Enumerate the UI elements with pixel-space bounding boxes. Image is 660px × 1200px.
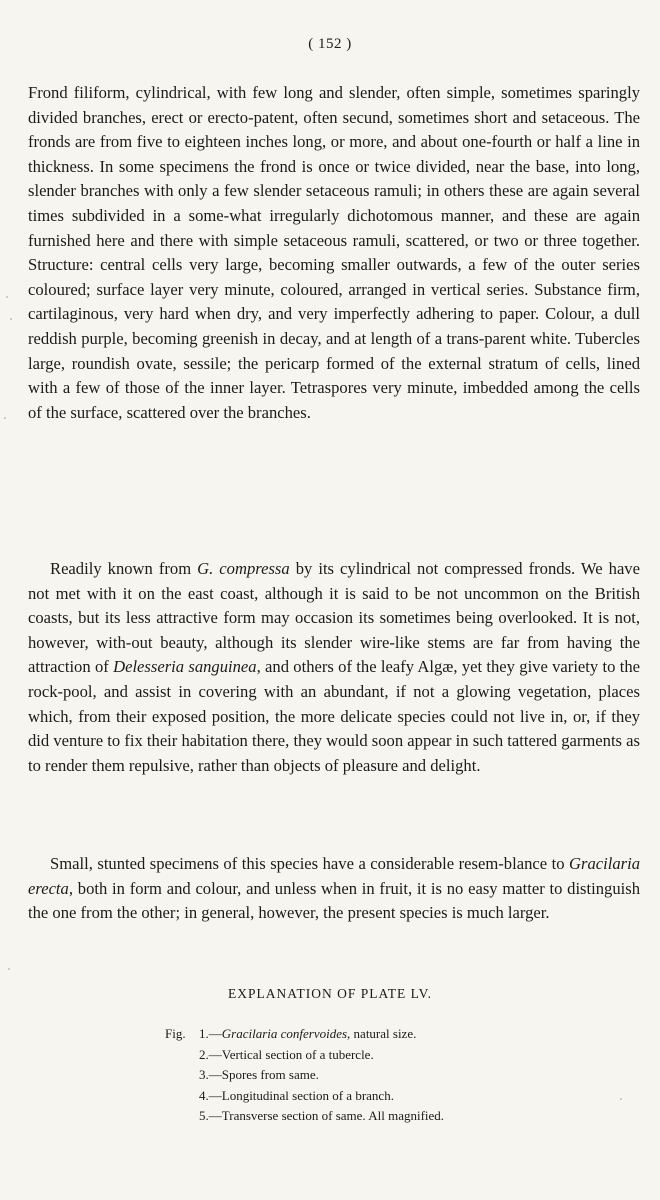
italic-species-name: Gracilaria confervoides [221,1026,348,1041]
italic-species-name: Gracilaria erecta [28,854,640,898]
paper-speck [8,968,10,970]
paper-speck [4,417,6,419]
text-run: —Vertical section of a tubercle. [208,1046,374,1062]
text-run: Readily known from [50,559,198,578]
figure-number: 3. [199,1067,209,1082]
paper-speck [10,318,12,320]
paragraph-remarks [28,557,640,778]
italic-species-name: G. compressa [197,559,290,578]
paragraph-text [28,852,640,926]
paragraph-comparison [28,852,640,926]
text-run: , both in form and colour, and unless when in fruit, it is no easy matter to distinguish the one from the other; in general, however, the present species is much larger. [28,878,640,923]
text-run: , and others of the leafy Algæ, yet they give variety to the rock-pool, and assist in covering with an abundant, if not a glowing vegetation, places which, from their exposed position, the more delicate species could not live in, or, if they did venture to fix their habitation there, they would soon appear in such tattered garments as to render them repulsive, rather than objects of pleasure and delight. [28,657,640,775]
text-run: by its cylindrical not compressed fronds. We have not met with it on the east coast, although it is said to be not uncommon on the British coasts, but its less attractive form may occasion its sometimes being overlooked. It is not, however, with-out beauty, although its slender wire-like stems are far from having the attraction of [28,559,640,677]
page-number: ( 152 ) [308,36,352,52]
figure-entry [165,1106,605,1127]
text-run: —Spores from same. [208,1067,319,1082]
text-run: Frond filiform, cylindrical, with few long and slender, often simple, sometimes sparingly divided branches, erect or erecto-patent, often secund, sometimes short and setaceous. The fronds are from five to eighteen inches long, or more, and about one-fourth or half a line in thickness. In some specimens the frond is once or twice divided, near the base, into long, slender branches with only a few slender setaceous ramuli; in others these are again several times subdivided in a some-what irregularly dichotomous manner, and these are again furnished here and there with simple setaceous ramuli, scattered, or two or three together. Structure: central cells very large, becoming smaller outwards, a few of the outer series coloured; surface layer very minute, coloured, arranged in vertical series. Substance firm, cartilaginous, very hard when dry, and very imperfectly adhering to paper. Colour, a dull reddish purple, becoming greenish in decay, and at length of a trans-parent white. Tubercles large, roundish ovate, sessile; the pericarp formed of the external stratum of cells, lined with a few of those of the inner layer. Tetraspores very minute, imbedded among the cells of the surface, scattered over the branches. [28,83,640,422]
figure-entry [165,1045,605,1066]
figure-number: 5. [199,1108,209,1123]
paragraph-text [28,81,640,425]
figure-entry [165,1065,605,1086]
text-run: , natural size. [347,1026,417,1041]
paragraph-description [28,81,640,425]
figure-entry [165,1024,605,1045]
figure-prefix: Fig. [165,1026,186,1041]
paper-speck [620,1098,622,1100]
figure-number: 1. [199,1026,209,1041]
paper-speck [6,296,8,298]
text-run: —Transverse section of same. All magnified. [208,1108,445,1123]
figure-number: 2. [199,1046,209,1062]
paragraph-text [28,557,640,778]
text-run: —Longitudinal section of a branch. [208,1087,394,1103]
figure-entry [165,1086,605,1107]
figure-number: 4. [199,1087,209,1103]
plate-explanation-title: EXPLANATION OF PLATE LV. [227,986,432,1001]
text-run: Small, stunted specimens of this species have a considerable resem-blance to [50,854,569,873]
italic-species-name: Delesseria sanguinea [113,657,257,677]
text-run: — [208,1026,222,1041]
figure-list [165,1024,605,1127]
